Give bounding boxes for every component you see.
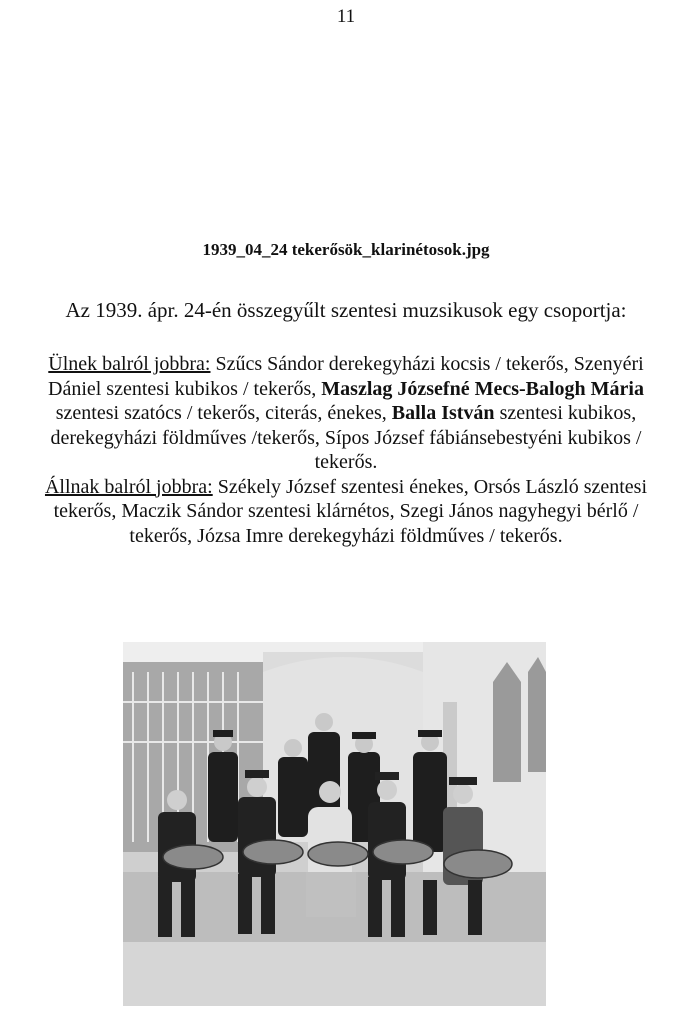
photo-illustration bbox=[123, 642, 546, 1006]
seated-bold-name-1: Maszlag Józsefné Mecs-Balogh Mária bbox=[321, 377, 644, 400]
standing-text: Székely József szentesi énekes, Orsós László szentesi tekerős, Maczik Sándor szentesi klárnétos, Szegi János nagyhegyi bérlő / tekerős, Józsa Imre derekegyházi földműves / tekerős. bbox=[53, 475, 648, 547]
page-number: 11 bbox=[336, 6, 356, 27]
photo-caption bbox=[26, 352, 666, 548]
seated-text-3: szentesi kubikos, derekegyházi földműves /tekerős, Sípos József fábiánsebestyéni kubikos / tekerős. bbox=[50, 402, 642, 473]
standing-label: Állnak balról jobbra: bbox=[44, 475, 213, 498]
photo-filename: 1939_04_24 tekerősök_klarinétosok.jpg bbox=[202, 240, 490, 259]
seated-text-1: Szűcs Sándor derekegyházi kocsis / tekerős, Szenyéri Dániel szentesi kubikos / tekerős, bbox=[48, 353, 644, 400]
seated-label: Ülnek balról jobbra: bbox=[48, 353, 211, 375]
seated-text-2: szentesi szatócs / tekerős, citerás, énekes, bbox=[55, 402, 392, 424]
group-photograph bbox=[123, 642, 546, 1006]
arched-window bbox=[493, 662, 521, 782]
seated-bold-name-2: Balla István bbox=[391, 402, 495, 424]
intro-line: Az 1939. ápr. 24-én összegyűlt szentesi muzsikusok egy csoportja: bbox=[65, 298, 627, 322]
